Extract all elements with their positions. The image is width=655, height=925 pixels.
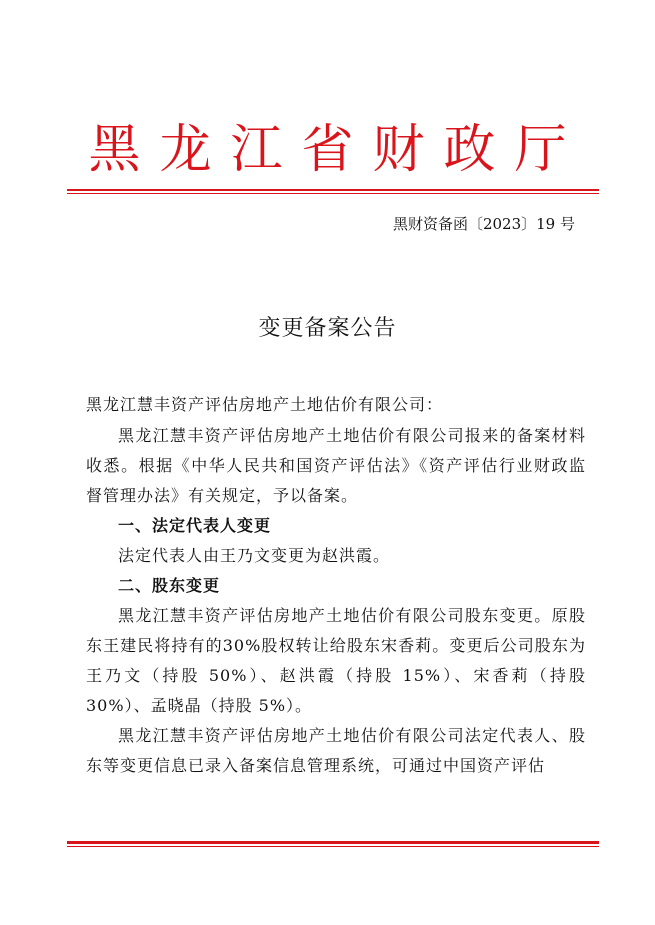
salutation: 黑龙江慧丰资产评估房地产土地估价有限公司： <box>86 395 444 414</box>
header-red-rule <box>67 189 599 191</box>
section-heading: 一、法定代表人变更 <box>118 516 272 535</box>
footer-red-rule-thin <box>67 846 599 847</box>
section-paragraph: 法定代表人由王乃文变更为赵洪霞。 <box>118 546 391 565</box>
header-red-rule-thin <box>67 193 599 194</box>
intro-paragraph: 黑龙江慧丰资产评估房地产土地估价有限公司报来的备案材料收悉。根据《中华人民共和国资产评估法》《资产评估行业财政监督管理办法》有关规定，予以备案。 <box>86 426 586 505</box>
closing-paragraph: 黑龙江慧丰资产评估房地产土地估价有限公司法定代表人、股东等变更信息已录入备案信息管理系统，可通过中国资产评估 <box>86 726 586 775</box>
document-body <box>86 390 586 781</box>
footer-red-rule <box>67 841 599 844</box>
section-heading: 二、股东变更 <box>118 576 221 595</box>
document-title: 变更备案公告 <box>258 316 397 341</box>
agency-header-title: 黑龙江省财政厅 <box>88 120 586 180</box>
section-paragraph: 黑龙江慧丰资产评估房地产土地估价有限公司股东变更。原股东王建民将持有的30%股权转让给股东宋香莉。变更后公司股东为王乃文（持股 50%）、赵洪霞（持股 15%）、宋香莉（持股30%）、孟晓晶（持股 5%）。 <box>86 606 586 715</box>
document-number: 黑财资备函〔2023〕19 号 <box>392 215 575 233</box>
